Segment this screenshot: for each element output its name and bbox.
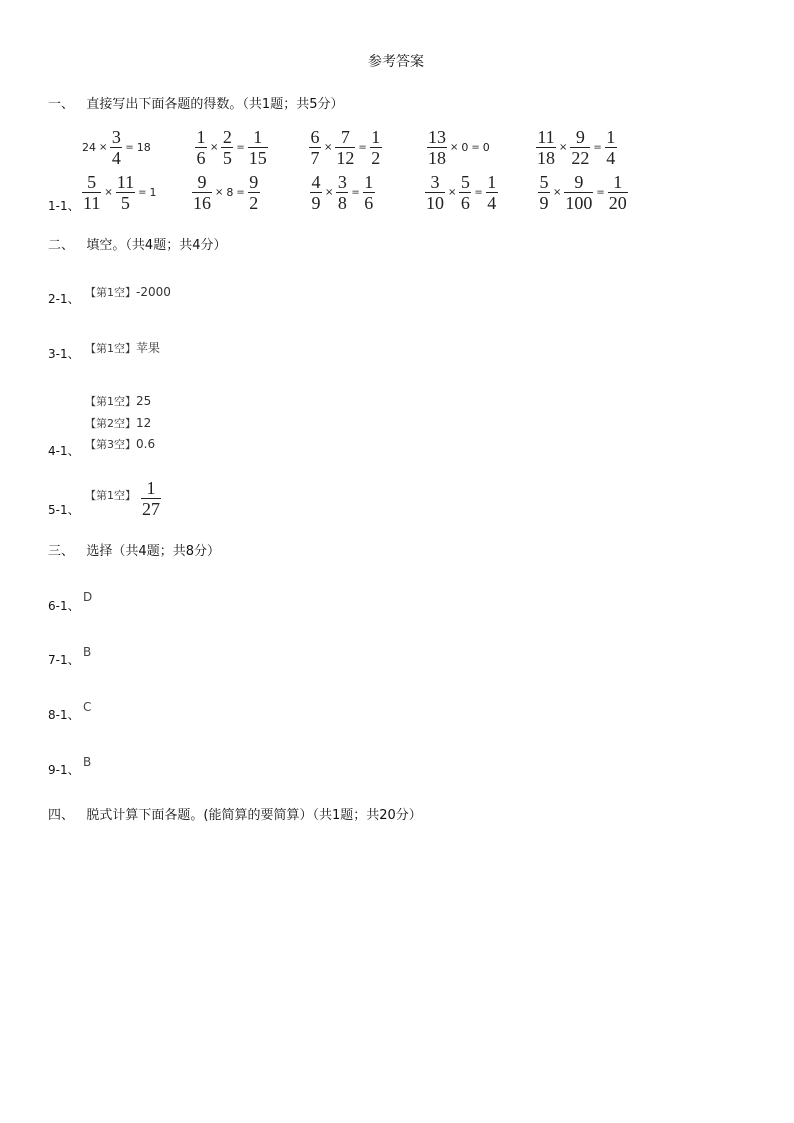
question-number: 8-1、 [48, 708, 80, 722]
denominator: 20 [608, 193, 627, 213]
answer-value: 25 [136, 394, 152, 408]
fraction [192, 173, 212, 212]
fraction [336, 173, 348, 212]
fraction [309, 128, 321, 167]
fraction [310, 173, 322, 212]
numerator: 1 [371, 127, 381, 147]
fraction [221, 128, 233, 167]
section-label: 四、 [48, 808, 75, 823]
numerator: 1 [606, 127, 616, 147]
math-expression [310, 173, 375, 212]
section-label: 二、 [48, 238, 75, 253]
choice-answer: B [83, 645, 92, 659]
denominator: 6 [196, 148, 206, 168]
blank-tag: 【第3空】 [85, 438, 136, 451]
question-number: 3-1、 [48, 347, 80, 361]
numerator: 13 [428, 127, 446, 147]
numerator: 1 [487, 172, 497, 192]
denominator: 2 [371, 148, 381, 168]
denominator: 2 [249, 193, 259, 213]
section-label: 三、 [48, 544, 75, 559]
numerator: 5 [539, 172, 549, 192]
operator: × [448, 187, 457, 198]
math-expression [425, 173, 498, 212]
operator: = [474, 187, 483, 198]
denominator: 100 [565, 193, 593, 213]
blank-tag: 【第2空】 [85, 417, 136, 430]
section-text: 选择（共4题；共8分） [86, 544, 220, 559]
blank-tag: 【第1空】 [85, 342, 136, 355]
operator: × [104, 187, 113, 198]
fraction [564, 173, 593, 212]
numerator: 1 [253, 127, 263, 147]
denominator: 5 [222, 148, 232, 168]
math-expression [427, 128, 490, 167]
answer [85, 393, 151, 409]
fraction [195, 128, 207, 167]
operator: × [559, 142, 568, 153]
fraction [110, 128, 122, 167]
answer-fraction [141, 479, 161, 518]
math-expression [309, 128, 382, 167]
number: 24 [82, 141, 96, 154]
operator: × [215, 187, 224, 198]
fraction [427, 128, 447, 167]
section-text: 直接写出下面各题的得数。（共1题；共5分） [86, 97, 344, 112]
number: 8 [226, 186, 234, 199]
fraction [82, 173, 101, 212]
math-expression [536, 128, 617, 167]
denominator: 16 [193, 193, 211, 213]
numerator: 3 [337, 172, 347, 192]
number: 1 [149, 186, 157, 199]
numerator: 3 [111, 127, 121, 147]
fraction [459, 173, 471, 212]
fraction [141, 479, 161, 518]
math-expression [192, 173, 260, 212]
question-number: 6-1、 [48, 599, 80, 613]
denominator: 27 [142, 499, 160, 519]
question-number: 7-1、 [48, 653, 80, 667]
fraction [538, 173, 550, 212]
numerator: 6 [310, 127, 320, 147]
question-number: 2-1、 [48, 292, 80, 306]
denominator: 5 [120, 193, 130, 213]
fraction [363, 173, 375, 212]
denominator: 12 [336, 148, 355, 168]
denominator: 7 [310, 148, 320, 168]
operator: = [125, 142, 134, 153]
numerator: 11 [537, 127, 555, 147]
operator: = [358, 142, 367, 153]
question-number: 5-1、 [48, 503, 80, 517]
blank-tag: 【第1空】 [85, 395, 136, 408]
denominator: 15 [248, 148, 267, 168]
denominator: 6 [460, 193, 470, 213]
math-expression [195, 128, 268, 167]
operator: = [593, 142, 602, 153]
section-label: 一、 [48, 97, 75, 112]
numerator: 1 [196, 127, 206, 147]
denominator: 9 [539, 193, 549, 213]
choice-answer: D [83, 590, 93, 604]
operator: = [236, 187, 245, 198]
operator: × [210, 142, 219, 153]
denominator: 18 [537, 148, 555, 168]
denominator: 18 [428, 148, 446, 168]
fraction [248, 173, 260, 212]
blank-tag: 【第1空】 [85, 286, 136, 299]
fraction [335, 128, 355, 167]
answer-value: 0.6 [136, 437, 156, 451]
operator: × [553, 187, 562, 198]
question-number: 4-1、 [48, 444, 80, 458]
section-text: 填空。（共4题；共4分） [86, 238, 227, 253]
answer [85, 415, 151, 431]
operator: = [236, 142, 245, 153]
operator: = [596, 187, 605, 198]
answer [85, 436, 155, 452]
number: 0 [482, 141, 490, 154]
numerator: 2 [222, 127, 232, 147]
operator: × [325, 187, 334, 198]
answer [85, 339, 160, 356]
denominator: 6 [364, 193, 374, 213]
fraction [605, 128, 617, 167]
numerator: 5 [87, 172, 97, 192]
math-expression [82, 173, 156, 212]
choice-answer: C [83, 700, 92, 714]
math-expression [82, 128, 151, 167]
section-2-heading [48, 234, 226, 253]
section-1-heading [48, 93, 343, 112]
answer-value: 12 [136, 416, 152, 430]
fraction [116, 173, 135, 212]
fraction [425, 173, 445, 212]
question-number: 9-1、 [48, 763, 80, 777]
numerator: 1 [364, 172, 374, 192]
fraction [570, 128, 590, 167]
answer [85, 487, 136, 503]
operator: = [471, 142, 480, 153]
denominator: 9 [311, 193, 321, 213]
question-number: 1-1、 [48, 199, 80, 213]
answer-value: -2000 [136, 285, 171, 299]
operator: × [324, 142, 333, 153]
numerator: 4 [311, 172, 321, 192]
denominator: 4 [111, 148, 121, 168]
page-title: 参考答案 [368, 54, 424, 70]
fraction [248, 128, 268, 167]
math-expression [538, 173, 628, 212]
section-3-heading [48, 540, 220, 559]
numerator: 9 [249, 172, 259, 192]
numerator: 5 [460, 172, 470, 192]
denominator: 8 [337, 193, 347, 213]
section-text: 脱式计算下面各题。(能简算的要简算）（共1题；共20分） [86, 808, 422, 823]
denominator: 11 [83, 193, 101, 213]
numerator: 9 [574, 172, 584, 192]
numerator: 7 [340, 127, 350, 147]
operator: × [450, 142, 459, 153]
blank-tag: 【第1空】 [85, 489, 136, 502]
choice-answer: B [83, 755, 92, 769]
numerator: 3 [430, 172, 440, 192]
numerator: 1 [146, 478, 156, 498]
operator: = [138, 187, 147, 198]
numerator: 11 [116, 172, 135, 192]
answer [85, 284, 171, 300]
numerator: 9 [575, 127, 585, 147]
section-4-heading [48, 804, 422, 823]
denominator: 4 [487, 193, 497, 213]
fraction [608, 173, 628, 212]
operator: × [99, 142, 108, 153]
numerator: 9 [197, 172, 207, 192]
denominator: 22 [571, 148, 590, 168]
operator: = [351, 187, 360, 198]
fraction [370, 128, 382, 167]
number: 18 [136, 141, 151, 154]
denominator: 4 [606, 148, 616, 168]
fraction [486, 173, 498, 212]
numerator: 1 [613, 172, 623, 192]
answer-value: 苹果 [136, 341, 161, 355]
denominator: 10 [426, 193, 444, 213]
fraction [536, 128, 556, 167]
number: 0 [461, 141, 469, 154]
